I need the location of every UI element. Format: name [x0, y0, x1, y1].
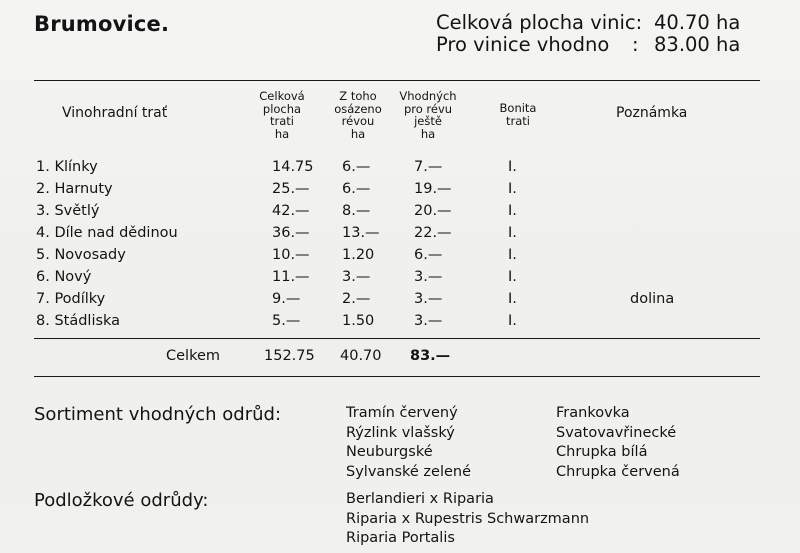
totals-label: Celkem [166, 348, 220, 364]
header-suitable-area [396, 90, 460, 140]
row-bonita: I. [508, 225, 517, 241]
rootstock-item: Berlandieri x Riparia [346, 491, 494, 507]
row-total-area: 36.— [272, 225, 310, 241]
suitable-area-colon: : [632, 33, 639, 56]
row-bonita: I. [508, 247, 517, 263]
row-note: dolina [630, 291, 675, 307]
header-total-area [250, 90, 314, 140]
page-title: Brumovice. [34, 12, 170, 36]
row-vineyard-name: 8. Stádliska [36, 313, 121, 329]
varieties-column-1 [346, 404, 471, 482]
table-row [0, 266, 800, 288]
variety-item: Sylvanské zelené [346, 463, 472, 480]
row-vineyard-name: 1. Klínky [36, 159, 98, 175]
row-bonita: I. [508, 203, 517, 219]
variety-item: Chrupka bílá [556, 444, 648, 460]
totals-planted-area: 40.70 [340, 348, 382, 364]
row-vineyard-name: 3. Světlý [36, 203, 100, 219]
table-sum-rule [34, 338, 760, 339]
row-vineyard-name: 5. Novosady [36, 247, 126, 263]
row-planted-area: 13.— [342, 225, 380, 241]
header-total-line-4: ha [274, 126, 290, 141]
suitable-area-value: 83.00 ha [654, 33, 741, 56]
header-planted-line-2: osázeno [334, 101, 382, 116]
row-bonita: I. [508, 269, 517, 285]
suitable-area-row [436, 34, 776, 56]
rootstock-item: Riparia Portalis [346, 530, 455, 546]
totals-total-area: 152.75 [264, 348, 315, 364]
totals-suitable-area: 83.— [410, 348, 451, 364]
table-top-rule [34, 80, 760, 81]
table-row [0, 244, 800, 266]
row-suitable-area: 3.— [414, 269, 443, 285]
row-suitable-area: 22.— [414, 225, 452, 241]
table-row [0, 178, 800, 200]
rootstocks-list [346, 490, 589, 549]
row-total-area: 42.— [272, 203, 310, 219]
header-total-line-2: plocha [262, 101, 302, 116]
header-total-line-3: trati [270, 114, 294, 128]
header-total-line-1: Celková [259, 89, 305, 103]
header-suitable-line-4: ha [420, 126, 436, 141]
header-suitable-line-2: pro révu [403, 101, 453, 116]
row-planted-area: 6.— [342, 181, 371, 197]
row-vineyard-name: 6. Nový [36, 269, 92, 285]
row-planted-area: 3.— [342, 269, 371, 285]
header-suitable-line-3: ještě [414, 114, 442, 128]
row-planted-area: 6.— [342, 159, 371, 175]
variety-item: Chrupka červená [556, 463, 680, 480]
row-planted-area: 1.20 [342, 247, 375, 263]
row-vineyard-name: 7. Podílky [36, 291, 106, 307]
row-total-area: 9.— [272, 291, 301, 307]
total-area-value: 40.70 ha [654, 11, 741, 34]
total-area-label: Celková plocha vinic: [436, 11, 643, 34]
header-bonita-line-2: trati [506, 113, 530, 128]
area-summary [436, 12, 776, 56]
row-bonita: I. [508, 159, 517, 175]
header-planted-line-4: ha [350, 126, 366, 141]
variety-item: Svatovavřinecké [556, 424, 677, 441]
varieties-column-2 [556, 404, 680, 482]
table-row [0, 310, 800, 332]
header-note: Poznámka [616, 105, 688, 121]
row-planted-area: 8.— [342, 203, 371, 219]
row-bonita: I. [508, 181, 517, 197]
suitable-area-label: Pro vinice vhodno [436, 33, 610, 56]
header-suitable-line-1: Vhodných [399, 89, 457, 103]
varieties-label: Sortiment vhodných odrůd: [34, 404, 282, 425]
row-total-area: 5.— [272, 313, 301, 329]
row-bonita: I. [508, 291, 517, 307]
rootstocks-label: Podložkové odrůdy: [34, 490, 209, 511]
header-bonita-line-1: Bonita [499, 101, 537, 115]
totals-row [0, 344, 800, 368]
row-total-area: 10.— [272, 247, 310, 263]
row-total-area: 14.75 [272, 159, 314, 175]
variety-item: Tramín červený [346, 405, 458, 421]
row-vineyard-name: 2. Harnuty [36, 181, 113, 197]
table-row [0, 200, 800, 222]
table-bottom-rule [34, 376, 760, 377]
header-planted-line-3: révou [341, 114, 375, 128]
table-row [0, 222, 800, 244]
row-total-area: 11.— [272, 269, 310, 285]
row-suitable-area: 6.— [414, 247, 443, 263]
row-planted-area: 2.— [342, 291, 371, 307]
header-planted-area [326, 90, 390, 140]
header-vineyard-name: Vinohradní trať [62, 105, 168, 121]
rootstock-item: Riparia x Rupestris Schwarzmann [346, 510, 590, 527]
variety-item: Rýzlink vlašský [346, 424, 455, 441]
row-vineyard-name: 4. Díle nad dědinou [36, 225, 178, 241]
row-total-area: 25.— [272, 181, 310, 197]
row-suitable-area: 7.— [414, 159, 443, 175]
table-row [0, 288, 800, 310]
table-row [0, 156, 800, 178]
row-planted-area: 1.50 [342, 313, 375, 329]
row-bonita: I. [508, 313, 517, 329]
row-suitable-area: 19.— [414, 181, 452, 197]
variety-item: Frankovka [556, 405, 630, 421]
header-bonita [486, 102, 550, 127]
total-area-row [436, 12, 776, 34]
header-planted-line-1: Z toho [339, 89, 377, 103]
variety-item: Neuburgské [346, 444, 433, 460]
row-suitable-area: 3.— [414, 313, 443, 329]
row-suitable-area: 20.— [414, 203, 452, 219]
row-suitable-area: 3.— [414, 291, 443, 307]
